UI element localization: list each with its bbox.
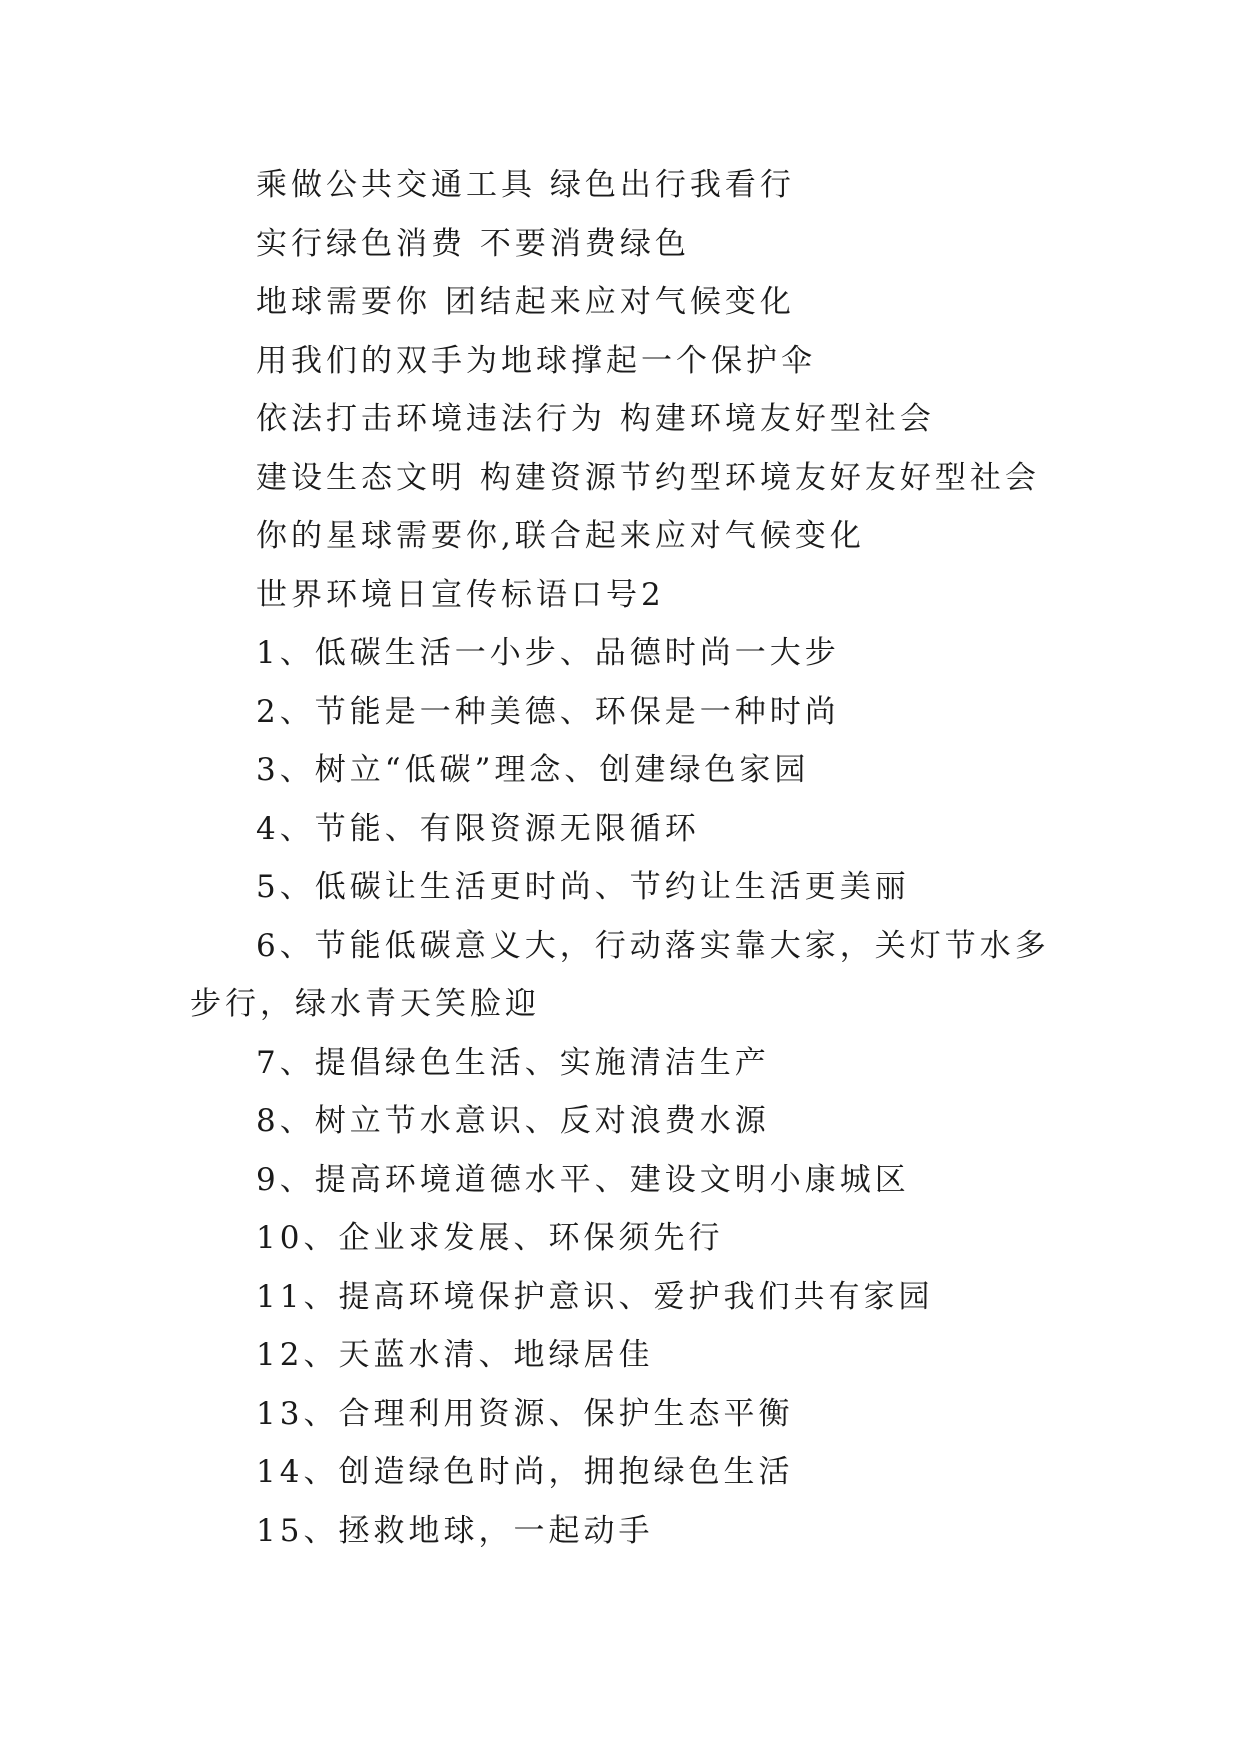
paragraph-line: 依法打击环境违法行为 构建环境友好型社会 xyxy=(256,401,935,437)
paragraph-line: 你的星球需要你,联合起来应对气候变化 xyxy=(256,518,865,554)
list-item: 15、拯救地球，一起动手 xyxy=(256,1512,654,1549)
list-item: 6、节能低碳意义大，行动落实靠大家，关灯节水多步行，绿水青天笑脸迎 xyxy=(190,927,1050,1022)
list-item: 1、低碳生活一小步、品德时尚一大步 xyxy=(256,635,840,671)
paragraph-line: 地球需要你 团结起来应对气候变化 xyxy=(256,284,795,320)
list-item: 11、提高环境保护意识、爱护我们共有家园 xyxy=(256,1278,934,1315)
paragraph-line: 用我们的双手为地球撑起一个保护伞 xyxy=(256,342,816,379)
paragraph-line: 实行绿色消费 不要消费绿色 xyxy=(256,225,690,262)
section-heading: 世界环境日宣传标语口号2 xyxy=(256,576,665,613)
list-item: 3、树立“低碳”理念、创建绿色家园 xyxy=(256,752,810,788)
list-item: 2、节能是一种美德、环保是一种时尚 xyxy=(256,693,840,730)
list-item: 12、天蓝水清、地绿居佳 xyxy=(256,1337,654,1373)
list-item: 9、提高环境道德水平、建设文明小康城区 xyxy=(256,1161,910,1198)
list-item: 13、合理利用资源、保护生态平衡 xyxy=(256,1395,794,1432)
document-body xyxy=(190,156,1070,1560)
list-item: 4、节能、有限资源无限循环 xyxy=(256,810,700,847)
list-item: 5、低碳让生活更时尚、节约让生活更美丽 xyxy=(256,869,910,905)
list-item: 14、创造绿色时尚，拥抱绿色生活 xyxy=(256,1454,794,1490)
paragraph-line: 建设生态文明 构建资源节约型环境友好友好型社会 xyxy=(256,459,1040,496)
list-item: 10、企业求发展、环保须先行 xyxy=(256,1220,724,1256)
list-item: 8、树立节水意识、反对浪费水源 xyxy=(256,1103,770,1139)
paragraph-line: 乘做公共交通工具 绿色出行我看行 xyxy=(256,167,795,203)
list-item: 7、提倡绿色生活、实施清洁生产 xyxy=(256,1044,770,1081)
